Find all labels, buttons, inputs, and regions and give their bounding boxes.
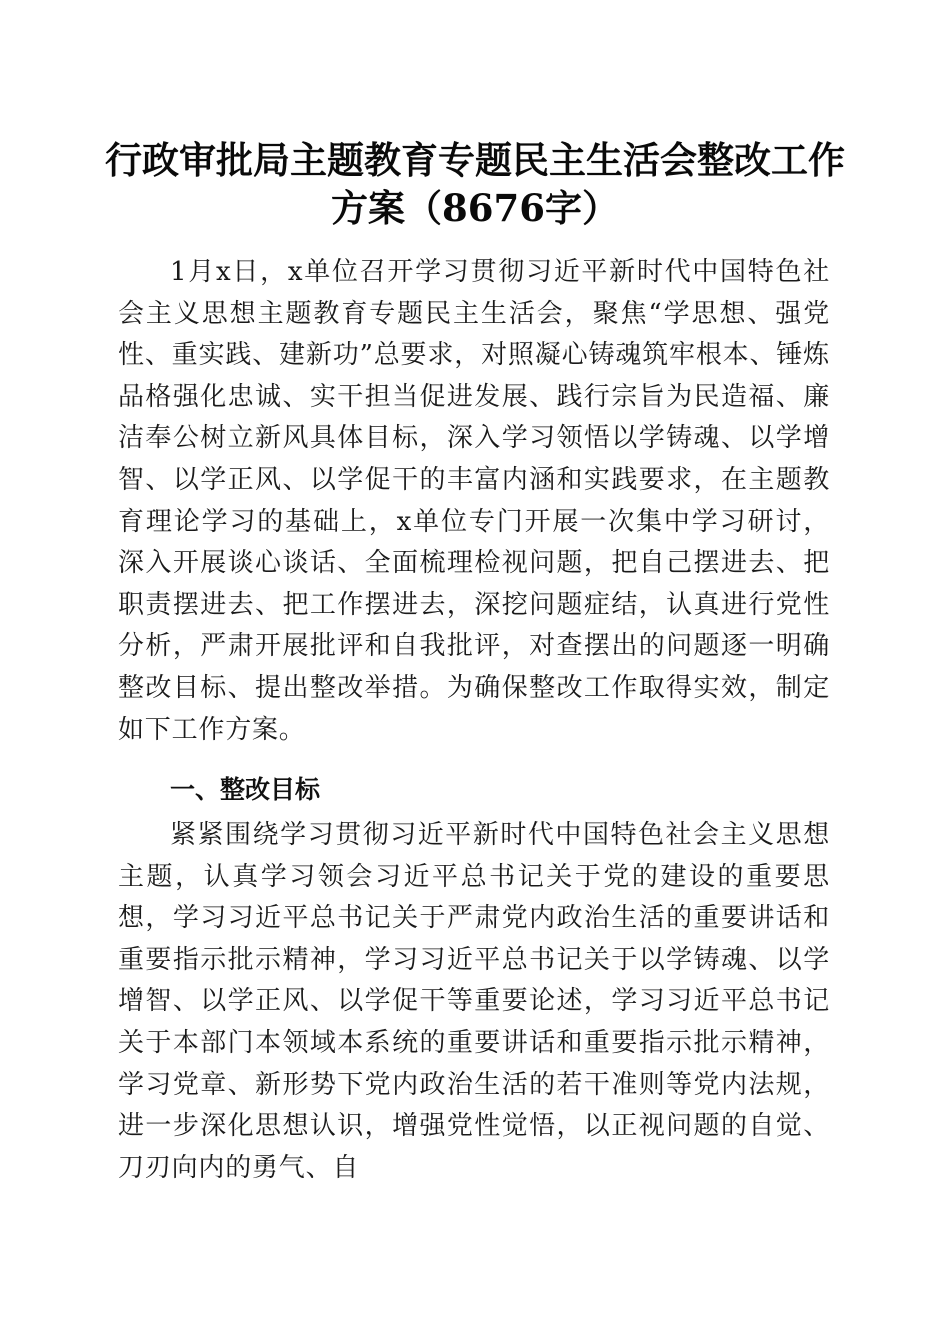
section-paragraph-rectification-goals: 紧紧围绕学习贯彻习近平新时代中国特色社会主义思想主题，认真学习领会习近平总书记关于党的建设的重要思想，学习习近平总书记关于严肃党内政治生活的重要讲话和重要指示批示精神，学习习近平总书记关于以学铸魂、以学增智、以学正风、以学促干等重要论述，学习习近平总书记关于本部门本领域本系统的重要讲话和重要指示批示精神，学习党章、新形势下党内政治生活的若干准则等党内法规，进一步深化思想认识，增强党性觉悟，以正视问题的自觉、刀刃向内的勇气、自 xyxy=(118,820,830,1183)
document-title-line-2: 方案（8676字） xyxy=(331,186,619,230)
intro-paragraph: 1月x日，x单位召开学习贯彻习近平新时代中国特色社会主义思想主题教育专题民主生活会，聚焦“学思想、强党性、重实践、建新功”总要求，对照凝心铸魂筑牢根本、锤炼品格强化忠诚、实干担当促进发展、践行宗旨为民造福、廉洁奉公树立新风具体目标，深入学习领悟以学铸魂、以学增智、以学正风、以学促干的丰富内涵和实践要求，在主题教育理论学习的基础上，x单位专门开展一次集中学习研讨，深入开展谈心谈话、全面梳理检视问题，把自己摆进去、把职责摆进去、把工作摆进去，深挖问题症结，认真进行党性分析，严肃开展批评和自我批评，对查摆出的问题逐一明确整改目标、提出整改举措。为确保整改工作取得实效，制定如下工作方案。 xyxy=(118,257,830,745)
section-heading-rectification-goals: 一、整改目标 xyxy=(170,775,321,804)
document-title-line-1: 行政审批局主题教育专题民主生活会整改工作 xyxy=(105,138,845,182)
